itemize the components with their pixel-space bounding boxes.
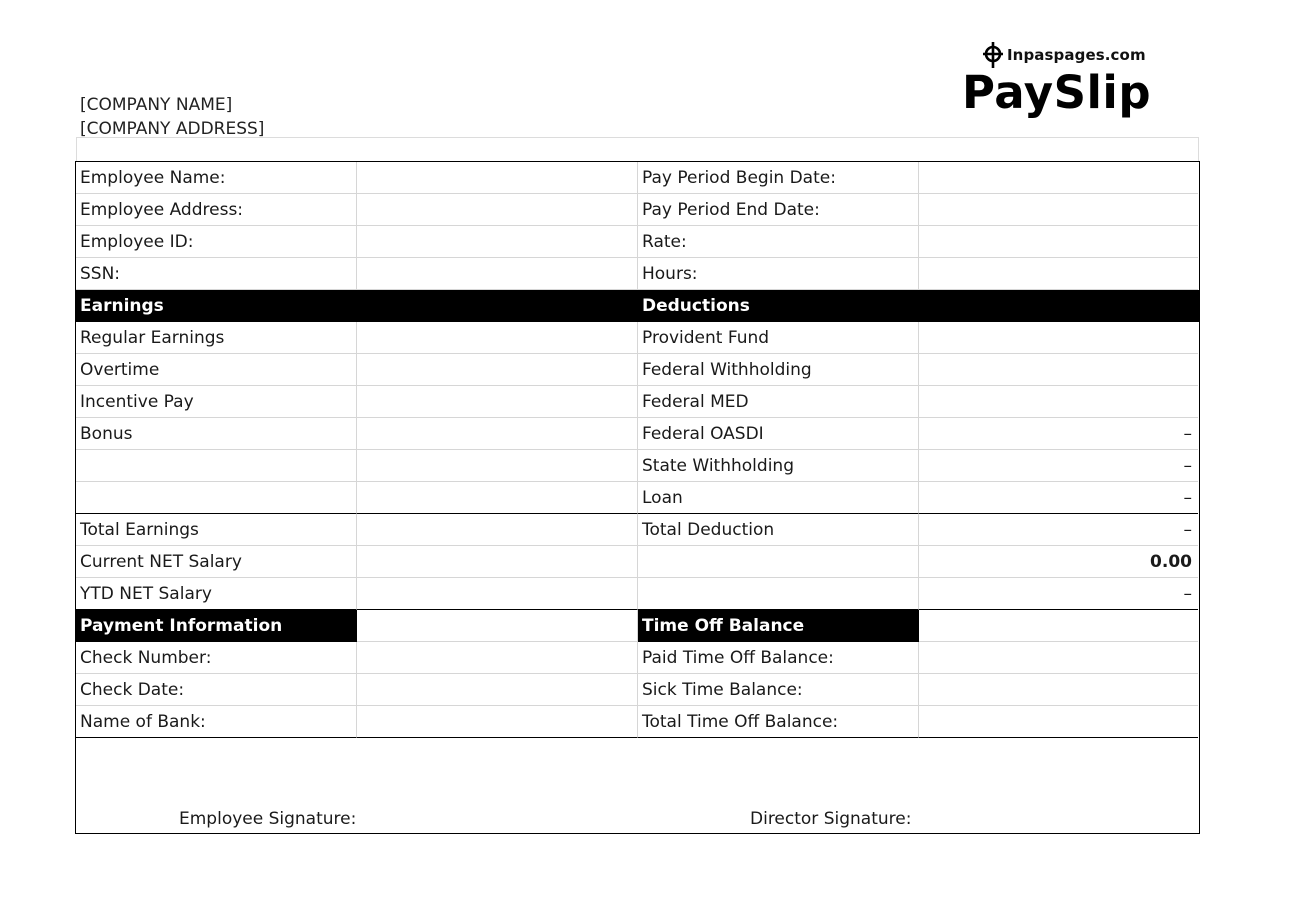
current-net-salary-label: Current NET Salary — [76, 546, 357, 578]
rate-value[interactable] — [919, 226, 1198, 258]
totals-row — [76, 546, 1199, 578]
deduction-value[interactable]: – — [919, 482, 1198, 514]
ssn-value[interactable] — [357, 258, 638, 290]
earning-label: Regular Earnings — [76, 322, 357, 354]
total-earnings-value[interactable] — [357, 514, 638, 546]
earning-label: Incentive Pay — [76, 386, 357, 418]
sick-time-value[interactable] — [919, 674, 1198, 706]
employee-address-label: Employee Address: — [76, 194, 357, 226]
payment-information-header: Payment Information — [76, 610, 357, 642]
check-date-label: Check Date: — [76, 674, 357, 706]
earning-label: Bonus — [76, 418, 357, 450]
time-off-header-blank — [919, 610, 1198, 642]
paid-time-off-label: Paid Time Off Balance: — [638, 642, 919, 674]
deduction-value[interactable] — [919, 354, 1198, 386]
deduction-value[interactable]: – — [919, 418, 1198, 450]
ssn-label: SSN: — [76, 258, 357, 290]
employee-id-label: Employee ID: — [76, 226, 357, 258]
bank-name-value[interactable] — [357, 706, 638, 738]
line-item-row — [76, 418, 1199, 450]
ytd-net-salary-value[interactable]: – — [919, 578, 1198, 610]
director-signature-label[interactable]: Director Signature: — [750, 809, 912, 829]
deductions-header: Deductions — [638, 290, 1199, 322]
total-time-off-label: Total Time Off Balance: — [638, 706, 919, 738]
earning-label: Overtime — [76, 354, 357, 386]
deduction-label: Federal MED — [638, 386, 919, 418]
hours-value[interactable] — [919, 258, 1198, 290]
employee-id-value[interactable] — [357, 226, 638, 258]
pay-period-begin-value[interactable] — [919, 162, 1198, 194]
employee-info-row — [76, 162, 1199, 194]
line-item-row — [76, 482, 1199, 514]
ytd-net-salary-left-value[interactable] — [357, 578, 638, 610]
line-item-row — [76, 322, 1199, 354]
current-net-salary-value[interactable]: 0.00 — [919, 546, 1198, 578]
line-item-row — [76, 354, 1199, 386]
deduction-label: Provident Fund — [638, 322, 919, 354]
company-name[interactable]: [COMPANY NAME] — [80, 95, 233, 115]
earning-value[interactable] — [357, 322, 638, 354]
earning-value[interactable] — [357, 482, 638, 514]
bank-name-label: Name of Bank: — [76, 706, 357, 738]
paid-time-off-value[interactable] — [919, 642, 1198, 674]
employee-info-row — [76, 226, 1199, 258]
check-number-label: Check Number: — [76, 642, 357, 674]
rate-label: Rate: — [638, 226, 919, 258]
employee-name-value[interactable] — [357, 162, 638, 194]
current-net-salary-left-value[interactable] — [357, 546, 638, 578]
earning-value[interactable] — [357, 354, 638, 386]
total-time-off-value[interactable] — [919, 706, 1198, 738]
sick-time-label: Sick Time Balance: — [638, 674, 919, 706]
totals-row — [76, 514, 1199, 546]
ytd-net-salary-label: YTD NET Salary — [76, 578, 357, 610]
payslip-table — [75, 161, 1200, 834]
total-deduction-value[interactable]: – — [919, 514, 1198, 546]
payment-row — [76, 706, 1199, 738]
deduction-label: Federal Withholding — [638, 354, 919, 386]
pay-period-end-value[interactable] — [919, 194, 1198, 226]
deduction-label: Federal OASDI — [638, 418, 919, 450]
pay-period-end-label: Pay Period End Date: — [638, 194, 919, 226]
signature-area — [76, 738, 1199, 833]
earnings-header: Earnings — [76, 290, 638, 322]
current-net-salary-right-label — [638, 546, 919, 578]
ytd-net-salary-right-label — [638, 578, 919, 610]
payment-row — [76, 674, 1199, 706]
employee-info-row — [76, 258, 1199, 290]
earning-value[interactable] — [357, 418, 638, 450]
employee-address-value[interactable] — [357, 194, 638, 226]
line-item-row — [76, 386, 1199, 418]
totals-row — [76, 578, 1199, 610]
page-title: PaySlip — [962, 66, 1152, 119]
earning-value[interactable] — [357, 386, 638, 418]
spacer-row — [76, 137, 1199, 161]
check-date-value[interactable] — [357, 674, 638, 706]
deduction-label: Loan — [638, 482, 919, 514]
deduction-label: State Withholding — [638, 450, 919, 482]
employee-name-label: Employee Name: — [76, 162, 357, 194]
hours-label: Hours: — [638, 258, 919, 290]
employee-info-row — [76, 194, 1199, 226]
earning-label — [76, 450, 357, 482]
earning-label — [76, 482, 357, 514]
check-number-value[interactable] — [357, 642, 638, 674]
brand-name: Inpaspages.com — [1007, 46, 1146, 64]
total-deduction-label: Total Deduction — [638, 514, 919, 546]
deduction-value[interactable] — [919, 386, 1198, 418]
employee-signature-label[interactable]: Employee Signature: — [179, 809, 357, 829]
line-item-row — [76, 450, 1199, 482]
company-address[interactable]: [COMPANY ADDRESS] — [80, 119, 265, 139]
pay-period-begin-label: Pay Period Begin Date: — [638, 162, 919, 194]
deduction-value[interactable] — [919, 322, 1198, 354]
section-header-row — [76, 610, 1199, 642]
deduction-value[interactable]: – — [919, 450, 1198, 482]
payment-header-blank — [357, 610, 638, 642]
total-earnings-label: Total Earnings — [76, 514, 357, 546]
section-header-row — [76, 290, 1199, 322]
payment-row — [76, 642, 1199, 674]
time-off-balance-header: Time Off Balance — [638, 610, 919, 642]
earning-value[interactable] — [357, 450, 638, 482]
